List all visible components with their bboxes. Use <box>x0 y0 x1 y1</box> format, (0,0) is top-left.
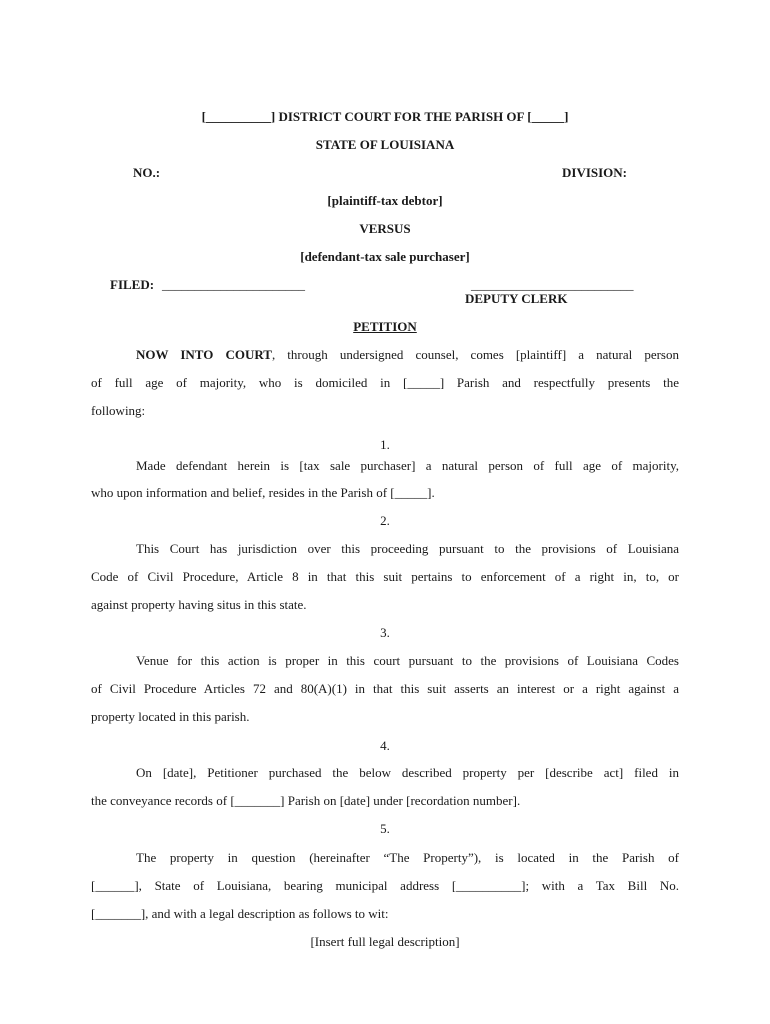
intro-line-3: following: <box>91 403 146 418</box>
clerk-signature-blank: _________________________ <box>471 277 634 292</box>
court-title: [__________] DISTRICT COURT FOR THE PARISH OF [_____] <box>201 109 569 124</box>
division-label: DIVISION: <box>562 165 628 180</box>
paragraph-number: 3. <box>380 625 390 640</box>
petition-title: PETITION <box>353 319 417 334</box>
paragraph-line: the conveyance records of [_______] Parish on [date] under [recordation number]. <box>91 793 521 808</box>
paragraph-line: Code of Civil Procedure, Article 8 in that this suit pertains to enforcement of a right in, to, or <box>91 569 679 584</box>
paragraph-line: On [date], Petitioner purchased the below described property per [describe act] filed in <box>136 765 679 780</box>
intro-rest: , through undersigned counsel, comes [plaintiff] a natural person <box>271 347 679 362</box>
paragraph-line: Made defendant herein is [tax sale purchaser] a natural person of full age of majority, <box>136 458 679 473</box>
state-heading: STATE OF LOUISIANA <box>315 137 455 152</box>
plaintiff-name: [plaintiff-tax debtor] <box>327 193 443 208</box>
deputy-clerk-label: DEPUTY CLERK <box>465 291 568 306</box>
paragraph-line: against property having situs in this state. <box>91 597 307 612</box>
paragraph-line: of Civil Procedure Articles 72 and 80(A)(1) in that this suit asserts an interest or a right against a <box>91 681 679 696</box>
paragraph-number: 1. <box>380 437 390 452</box>
paragraph-line: property located in this parish. <box>91 709 250 724</box>
versus-label: VERSUS <box>359 221 411 236</box>
paragraph-line: Venue for this action is proper in this court pursuant to the provisions of Louisiana Codes <box>136 653 679 668</box>
paragraph-number: 5. <box>380 821 390 836</box>
paragraph-number: 2. <box>380 513 390 528</box>
intro-line-2: of full age of majority, who is domiciled in [_____] Parish and respectfully presents the <box>91 375 679 390</box>
intro-line-1 <box>136 347 679 363</box>
defendant-name: [defendant-tax sale purchaser] <box>300 249 470 264</box>
filed-date-blank: ______________________ <box>162 277 305 292</box>
paragraph-line: This Court has jurisdiction over this proceeding pursuant to the provisions of Louisiana <box>136 541 679 556</box>
filed-label: FILED: <box>110 277 155 292</box>
paragraph-line: [______], State of Louisiana, bearing municipal address [__________]; with a Tax Bill No. <box>91 878 679 893</box>
paragraph-number: 4. <box>380 738 390 753</box>
paragraph-line: who upon information and belief, resides in the Parish of [_____]. <box>91 485 435 500</box>
case-number-label: NO.: <box>133 165 161 180</box>
legal-description: [Insert full legal description] <box>310 934 460 949</box>
intro-lead: NOW INTO COURT <box>136 347 272 362</box>
paragraph-line: The property in question (hereinafter “The Property”), is located in the Parish of <box>136 850 679 865</box>
paragraph-line: [_______], and with a legal description as follows to wit: <box>91 906 389 921</box>
